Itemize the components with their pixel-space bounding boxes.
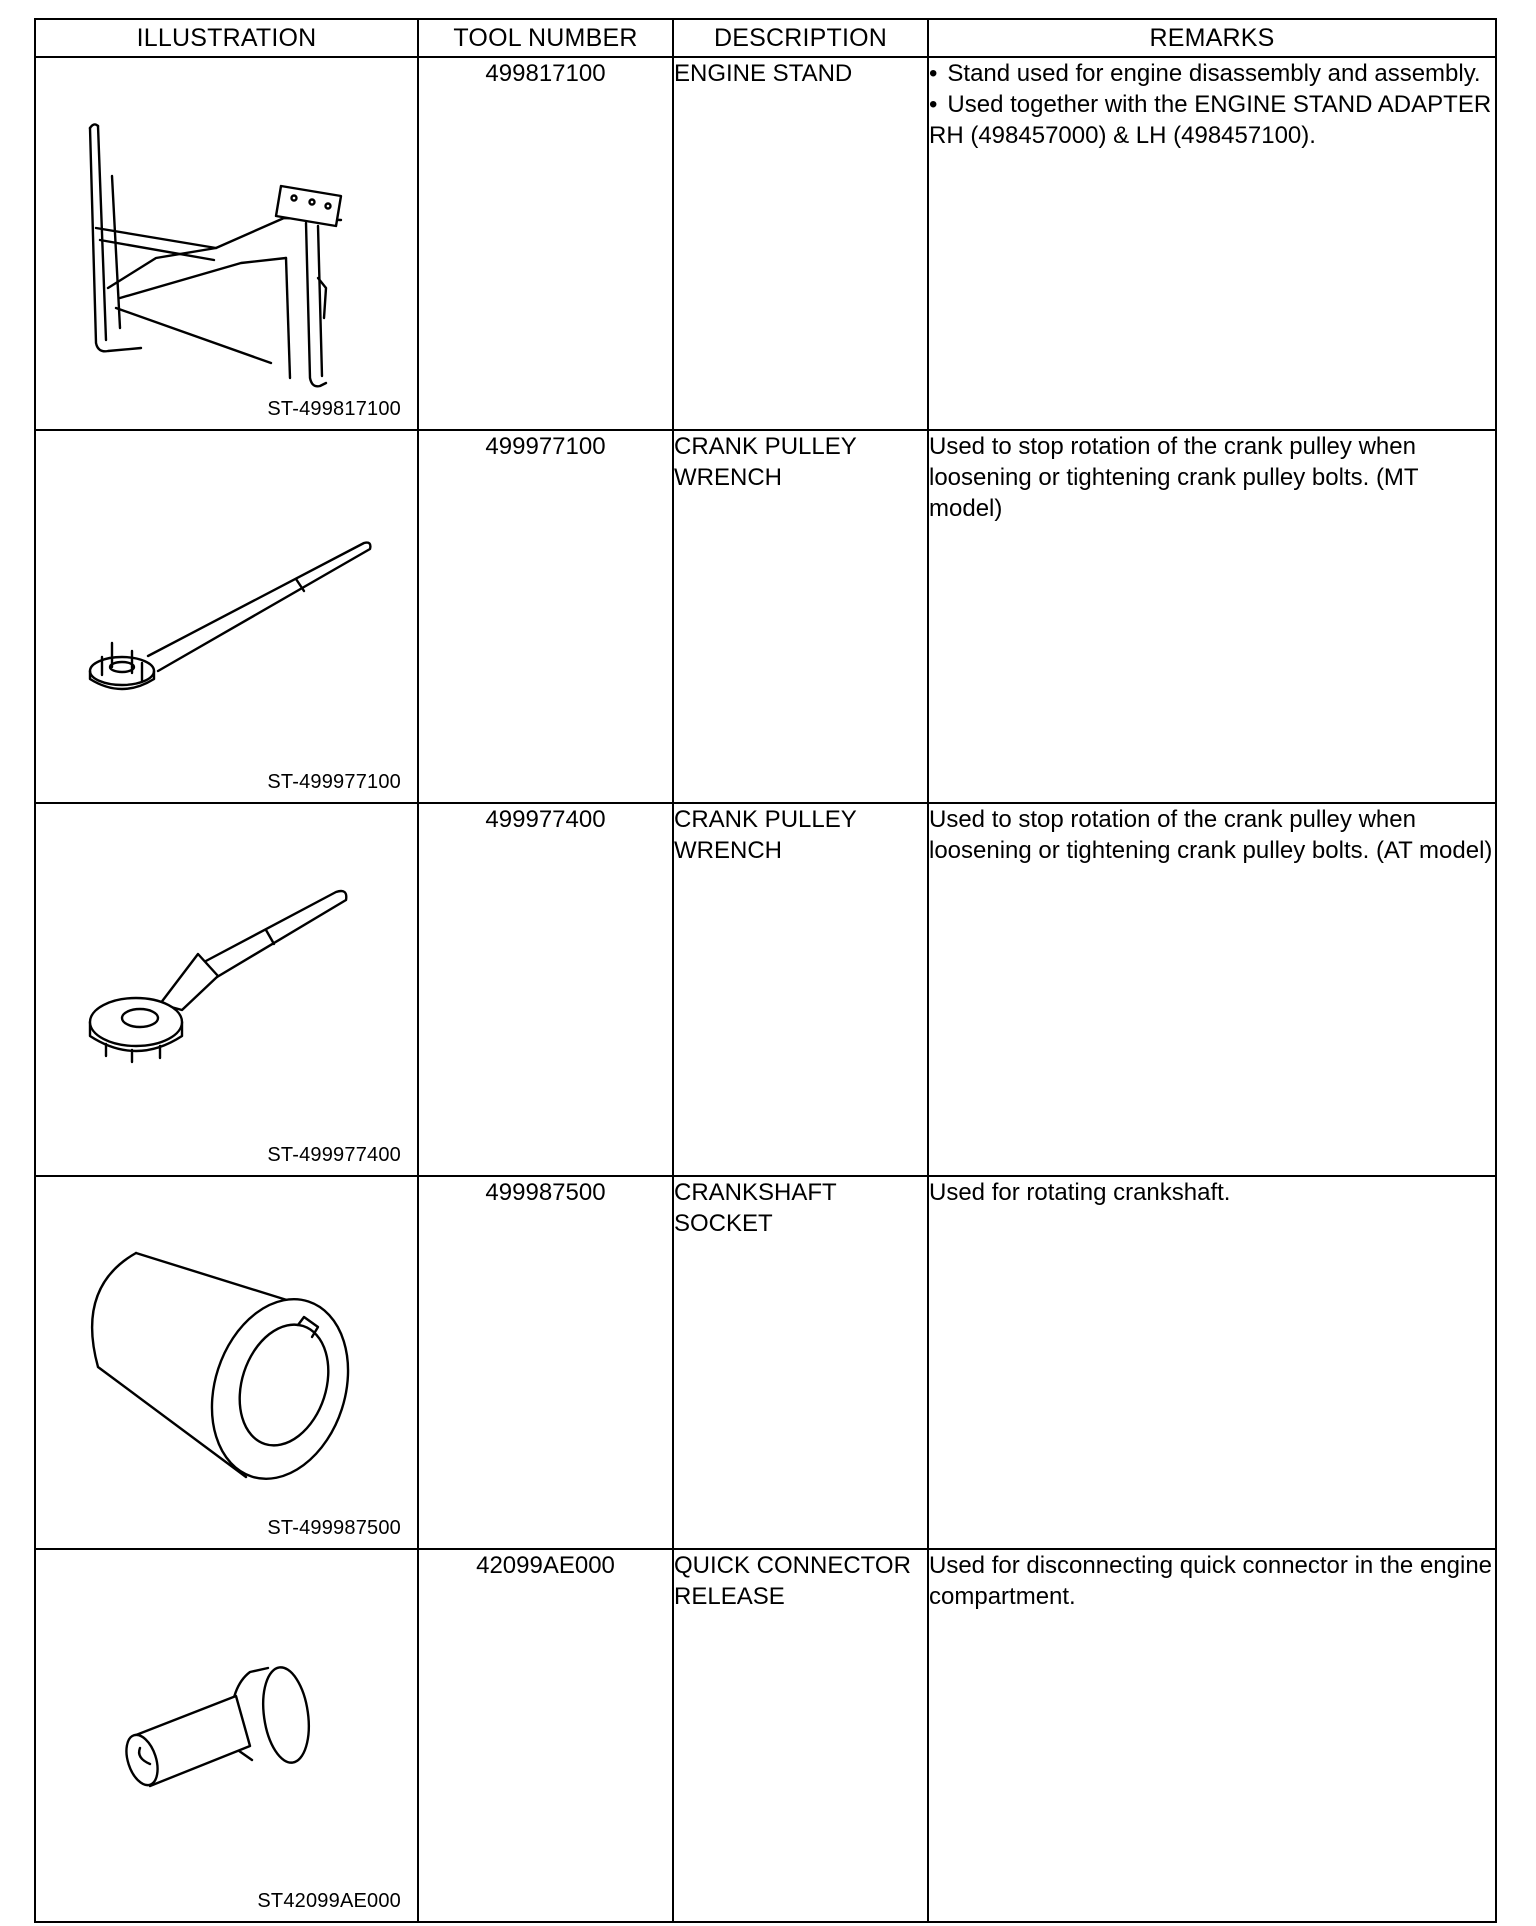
illustration-code: ST-499987500	[267, 1517, 401, 1539]
table-row	[35, 803, 1496, 1176]
tool-remarks	[928, 57, 1496, 430]
illustration-cell	[35, 57, 418, 430]
engine-stand-drawing	[36, 58, 419, 429]
header-description: DESCRIPTION	[673, 19, 928, 57]
crankshaft-socket-drawing	[36, 1177, 419, 1548]
illustration-code: ST-499977100	[267, 771, 401, 793]
special-tools-table	[34, 18, 1497, 1923]
tool-description: CRANKSHAFT SOCKET	[673, 1176, 928, 1549]
tool-remarks: Used for rotating crankshaft.	[928, 1176, 1496, 1549]
header-remarks: REMARKS	[928, 19, 1496, 57]
tool-number: 499977400	[418, 803, 673, 1176]
header-row	[35, 19, 1496, 57]
table-row	[35, 1549, 1496, 1922]
tool-number: 499987500	[418, 1176, 673, 1549]
illustration-cell	[35, 803, 418, 1176]
remark-item: • Stand used for engine disassembly and assembly.	[929, 58, 1495, 89]
illustration-code: ST-499977400	[267, 1144, 401, 1166]
illustration-cell	[35, 1549, 418, 1922]
crank-pulley-wrench-mt-drawing	[36, 431, 419, 802]
remark-item: • Used together with the ENGINE STAND ADAPTER RH (498457000) & LH (498457100).	[929, 89, 1495, 151]
header-illustration: ILLUSTRATION	[35, 19, 418, 57]
table-row	[35, 1176, 1496, 1549]
illustration-cell	[35, 430, 418, 803]
tool-description: QUICK CONNECTOR RELEASE	[673, 1549, 928, 1922]
tool-remarks: Used for disconnecting quick connector in the engine compartment.	[928, 1549, 1496, 1922]
header-tool-number: TOOL NUMBER	[418, 19, 673, 57]
table-row	[35, 430, 1496, 803]
tool-description: ENGINE STAND	[673, 57, 928, 430]
tool-number: 499817100	[418, 57, 673, 430]
crank-pulley-wrench-at-drawing	[36, 804, 419, 1175]
tool-description: CRANK PULLEY WRENCH	[673, 430, 928, 803]
illustration-code: ST-499817100	[267, 398, 401, 420]
tool-remarks: Used to stop rotation of the crank pulley when loosening or tightening crank pulley bolts. (AT model)	[928, 803, 1496, 1176]
tool-number: 499977100	[418, 430, 673, 803]
tool-description: CRANK PULLEY WRENCH	[673, 803, 928, 1176]
table-row	[35, 57, 1496, 430]
illustration-cell	[35, 1176, 418, 1549]
illustration-code: ST42099AE000	[257, 1890, 401, 1912]
tool-remarks: Used to stop rotation of the crank pulley when loosening or tightening crank pulley bolts. (MT model)	[928, 430, 1496, 803]
tool-number: 42099AE000	[418, 1549, 673, 1922]
quick-connector-release-drawing	[36, 1550, 419, 1921]
